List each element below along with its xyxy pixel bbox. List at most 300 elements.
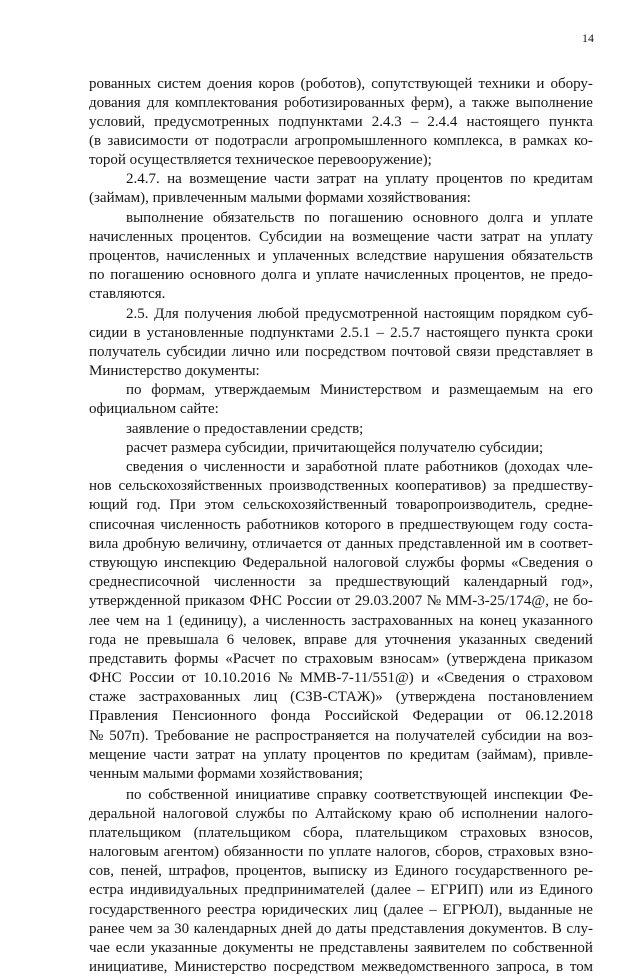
word: налоговой <box>333 555 399 571</box>
word: субсидии <box>481 728 541 744</box>
word: инициативе <box>235 787 310 803</box>
word: любой <box>257 306 300 322</box>
word: не <box>299 940 314 956</box>
word: Федерации <box>412 708 484 724</box>
word: об <box>439 806 455 822</box>
word: величину, <box>184 536 248 552</box>
word: не <box>234 728 250 744</box>
word: запроса, <box>496 959 550 975</box>
word: справку <box>316 787 368 803</box>
word: зависимости <box>107 133 189 149</box>
word: процентов <box>436 171 503 187</box>
word: 2.4.3 <box>371 114 402 130</box>
word: распространяется <box>255 728 370 744</box>
word: средне- <box>545 497 593 513</box>
word: и <box>291 459 300 475</box>
word: (далее <box>383 902 424 918</box>
word: рамках <box>522 133 568 149</box>
word: кооперативов) <box>395 478 487 494</box>
word: дробную <box>123 536 181 552</box>
word: вправе <box>303 632 347 648</box>
word: указанных <box>459 632 527 648</box>
word: подпунктами <box>249 325 335 341</box>
word: выписку <box>312 863 368 879</box>
word: кредитам <box>409 747 470 763</box>
word: предусмотренных <box>154 114 270 130</box>
text-line <box>89 669 593 687</box>
word: товаропроизводитель, <box>395 497 537 513</box>
text-line <box>89 132 593 150</box>
text-line <box>89 862 593 880</box>
word: по <box>281 651 298 667</box>
word: (далее <box>370 882 411 898</box>
word: мещение <box>89 747 147 763</box>
word: взносов, <box>539 825 593 841</box>
word: о <box>189 459 198 475</box>
word: инспекцию <box>164 555 236 571</box>
word: пеней, <box>120 863 162 879</box>
word: вследствие <box>356 248 427 264</box>
word: комплекса, <box>433 133 503 149</box>
word: по <box>387 747 403 763</box>
word: формы <box>174 651 219 667</box>
word: плательщиком <box>355 825 448 841</box>
word: процентов, <box>454 267 525 283</box>
word: процентов, <box>235 863 307 879</box>
word: взно- <box>559 844 593 860</box>
word: ЕГРИП) <box>430 882 484 898</box>
word: за <box>493 478 506 494</box>
word: представлены <box>319 940 409 956</box>
word: на <box>329 229 345 245</box>
word: государственного <box>89 902 202 918</box>
word: работников <box>425 459 499 475</box>
word: представленной <box>398 536 501 552</box>
word: уплату <box>385 171 429 187</box>
word: по <box>126 382 142 398</box>
word: 2.4.7. <box>126 171 160 187</box>
word: сроки <box>555 325 593 341</box>
word: 2.5.1 <box>340 325 371 341</box>
word: а <box>459 95 466 111</box>
text-line <box>89 650 593 668</box>
text-line <box>89 843 593 861</box>
word: по <box>126 787 142 803</box>
text-line <box>89 324 593 342</box>
text-line <box>89 266 593 284</box>
word: от <box>336 593 351 609</box>
word: долга <box>488 210 524 226</box>
word: утверждаемым <box>214 382 311 398</box>
word: года <box>89 632 117 648</box>
word: производственных <box>269 478 389 494</box>
word: застрахованных <box>138 689 241 705</box>
word: техники <box>478 76 531 92</box>
word: или <box>275 344 300 360</box>
word: долга <box>261 267 297 283</box>
word: страховом <box>527 670 593 686</box>
word: на <box>145 613 160 629</box>
word: на <box>548 382 564 398</box>
word: Фе- <box>569 787 593 803</box>
word: обору- <box>550 76 593 92</box>
word: 6 <box>226 632 235 648</box>
word: субсидии <box>166 344 227 360</box>
word: штрафов, <box>168 863 230 879</box>
word: год», <box>561 574 593 590</box>
word: по <box>510 171 526 187</box>
word: налоговой <box>162 806 229 822</box>
word: пункта <box>548 114 593 130</box>
word: соста- <box>553 517 593 533</box>
word: году <box>519 517 548 533</box>
word: соответствующей <box>374 787 488 803</box>
word: порядком <box>500 306 561 322</box>
word: ММ-3-25/174@, <box>445 593 549 609</box>
word: настоящим <box>423 306 495 322</box>
word: лиц <box>353 902 378 918</box>
word: настоящего <box>466 114 540 130</box>
word: подотрасли <box>214 133 289 149</box>
word: Требование <box>154 728 229 744</box>
word: уточнения <box>384 632 452 648</box>
word: 1 <box>165 613 174 629</box>
word: в <box>133 325 141 341</box>
word: формы <box>460 555 505 571</box>
word: сборов, <box>435 844 483 860</box>
word: утвержденной <box>89 593 181 609</box>
word: предшествующий <box>335 574 450 590</box>
word: получателей <box>395 728 476 744</box>
word: на <box>363 171 379 187</box>
word: на <box>459 613 474 629</box>
word: погашению <box>329 210 404 226</box>
word: представления <box>370 921 465 937</box>
word: сбора, <box>303 825 344 841</box>
word: условий, <box>89 114 146 130</box>
word: указанного <box>522 613 593 629</box>
word: страховым <box>304 651 374 667</box>
word: на <box>546 728 562 744</box>
word: год. <box>136 497 161 513</box>
word: (плательщиком <box>193 825 291 841</box>
word: сельскохозяйственных <box>118 478 263 494</box>
word: службы <box>405 555 455 571</box>
word: численности <box>203 459 286 475</box>
word: 06.12.2018 <box>525 708 593 724</box>
word: дней <box>281 921 312 937</box>
word: формам, <box>151 382 205 398</box>
word: по <box>304 210 320 226</box>
text-line <box>89 75 593 93</box>
word: численность <box>265 613 346 629</box>
word: собственной <box>148 787 229 803</box>
word: плательщиком <box>89 825 182 841</box>
word: чле- <box>566 459 593 475</box>
word: Министерство <box>174 959 267 975</box>
word: по <box>89 267 105 283</box>
word: начисленных <box>166 248 251 264</box>
text-line <box>89 901 593 919</box>
word: от <box>327 536 341 552</box>
word: Федеральной <box>242 555 327 571</box>
word: затрат <box>480 229 520 245</box>
word: из <box>519 882 534 898</box>
word: в <box>386 517 394 533</box>
word: обязательств <box>511 248 593 264</box>
text-line: торой осуществляется техническое перевооружение); <box>89 152 432 168</box>
word: основного <box>412 210 479 226</box>
word: документы <box>223 940 294 956</box>
text-line <box>89 247 593 265</box>
word: процентов, <box>89 248 160 264</box>
word: человек, <box>242 632 296 648</box>
text-line: ченным малыми формами хозяйствования; <box>89 766 364 782</box>
word: подпунктами <box>278 114 363 130</box>
paragraph-first-line: заявление о предоставлении средств; <box>126 421 364 437</box>
word: собственной <box>512 940 593 956</box>
word: настоящего <box>426 325 500 341</box>
word: выполнение <box>126 210 204 226</box>
word: данных <box>345 536 394 552</box>
word: до <box>316 921 332 937</box>
word: в <box>527 536 535 552</box>
word: агропромышленного <box>294 133 427 149</box>
word: ко- <box>573 133 593 149</box>
word: предшеству- <box>512 478 593 494</box>
word: части <box>437 229 473 245</box>
text-line <box>89 516 593 534</box>
word: в <box>556 959 564 975</box>
word: плате <box>383 459 419 475</box>
word: систем <box>157 76 202 92</box>
word: численности <box>213 574 296 590</box>
word: ре- <box>573 863 593 879</box>
word: среднесписочной <box>89 574 200 590</box>
word: инициативе, <box>89 959 168 975</box>
text-line <box>89 535 593 553</box>
word: агентом) <box>163 844 220 860</box>
word: лиц <box>253 689 278 705</box>
word: за <box>157 921 170 937</box>
word: (в <box>89 133 102 149</box>
word: деральной <box>89 806 156 822</box>
word: уплату <box>263 747 307 763</box>
word: конец <box>479 613 517 629</box>
word: посредством <box>273 959 355 975</box>
word: получатель <box>89 344 161 360</box>
word: в <box>509 133 517 149</box>
word: уплату <box>549 229 593 245</box>
word: части <box>273 171 310 187</box>
word: и <box>421 670 430 686</box>
word: от <box>497 708 512 724</box>
word: слу- <box>566 921 593 937</box>
word: также <box>471 95 510 111</box>
word: суб- <box>566 306 593 322</box>
word: им <box>505 536 524 552</box>
word: даты <box>335 921 367 937</box>
word: обязательств <box>212 210 295 226</box>
word: приказом <box>184 593 245 609</box>
word: стаже <box>89 689 126 705</box>
word: застрахованных <box>351 613 454 629</box>
word: документов. <box>469 921 548 937</box>
word: – <box>429 902 437 918</box>
word: привле- <box>543 747 593 763</box>
word: страховых <box>460 825 527 841</box>
word: его <box>573 382 593 398</box>
word: а <box>252 613 260 629</box>
word: налоговым <box>89 844 159 860</box>
word: юридических <box>261 902 349 918</box>
word: государственного <box>454 863 568 879</box>
text-line <box>89 573 593 591</box>
word: которого <box>325 517 381 533</box>
word: процентов. <box>180 229 252 245</box>
paragraph-first-line <box>126 305 593 323</box>
word: сведений <box>534 632 593 648</box>
word: естра <box>89 882 124 898</box>
word: № <box>426 593 442 609</box>
word: чем <box>128 921 153 937</box>
word: ферм), <box>410 95 453 111</box>
word: вила <box>89 536 119 552</box>
word: «Расчет <box>225 651 275 667</box>
word: предусмотренной <box>304 306 419 322</box>
word: на <box>527 229 543 245</box>
paragraph-first-line: расчет размера субсидии, причитающейся получателю субсидии; <box>126 440 544 456</box>
word: выданные <box>508 902 573 918</box>
word: получения <box>184 306 252 322</box>
word: (утверждена <box>446 651 527 667</box>
word: том <box>569 959 593 975</box>
word: службы <box>235 806 285 822</box>
word: – <box>376 325 384 341</box>
word: «Сведения <box>510 555 580 571</box>
text-line <box>89 113 593 131</box>
word: на <box>167 171 182 187</box>
word: «Сведения <box>436 670 505 686</box>
word: предпринимателей <box>244 882 365 898</box>
word: в <box>585 344 593 360</box>
word: рованных <box>89 76 152 92</box>
text-line <box>89 958 593 976</box>
text-line <box>89 939 593 957</box>
word: заработной <box>305 459 378 475</box>
text-line <box>89 496 593 514</box>
word: налогов, <box>376 844 431 860</box>
word: на <box>375 728 390 744</box>
word: представляет <box>496 344 581 360</box>
word: Для <box>154 306 179 322</box>
text-line: Министерство документы: <box>89 363 260 379</box>
word: уплаченных <box>272 248 350 264</box>
word: если <box>115 940 145 956</box>
word: начисленных <box>364 267 449 283</box>
word: из <box>373 863 388 879</box>
word: обязанности <box>223 844 304 860</box>
word: России <box>129 670 175 686</box>
word: комплектования <box>175 95 278 111</box>
word: 29.03.2007 <box>354 593 423 609</box>
word: погашению <box>110 267 185 283</box>
word: по <box>292 806 308 822</box>
word: Алтайскому <box>314 806 392 822</box>
text-line <box>89 746 593 764</box>
word: чем <box>115 613 140 629</box>
word: – <box>417 882 425 898</box>
word: взносам» <box>380 651 440 667</box>
text-line: (займам), привлеченным малыми формами хозяйствования: <box>89 190 471 206</box>
word: В <box>551 921 562 937</box>
word: о <box>585 555 593 571</box>
word: № <box>277 670 293 686</box>
text-line <box>89 477 593 495</box>
text-line <box>89 707 593 725</box>
word: предшествующем <box>399 517 514 533</box>
word: постановлением <box>488 689 593 705</box>
word: ФНС <box>249 593 283 609</box>
text-line <box>89 228 593 246</box>
word: сопутствующей <box>371 76 473 92</box>
word: бо- <box>572 593 593 609</box>
word: установленные <box>146 325 244 341</box>
word: налого- <box>544 806 593 822</box>
word: (утверждена <box>395 689 476 705</box>
word: роботизированных <box>284 95 405 111</box>
word: возмещение <box>189 171 267 187</box>
word: Российской <box>324 708 399 724</box>
word: № <box>89 728 104 744</box>
word: (доходах <box>504 459 560 475</box>
page-number: 14 <box>582 31 594 45</box>
paragraph-first-line <box>126 209 593 227</box>
word: о <box>512 670 520 686</box>
word: сов, <box>89 863 114 879</box>
text-line <box>89 94 593 112</box>
word: – <box>410 114 419 130</box>
word: от <box>181 670 196 686</box>
word: 10.10.2016 <box>203 670 271 686</box>
word: Единого <box>394 863 449 879</box>
word: размещаемым <box>449 382 539 398</box>
word: части <box>153 747 189 763</box>
text-line <box>89 688 593 706</box>
word: календарных <box>193 921 278 937</box>
word: связи <box>456 344 491 360</box>
word: представить <box>89 651 168 667</box>
word: и <box>536 76 545 92</box>
word: возмещение <box>352 229 430 245</box>
text-line <box>89 881 593 899</box>
word: предо- <box>550 267 593 283</box>
text-line: официальном сайте: <box>89 401 219 417</box>
text-line <box>89 824 593 842</box>
word: Правления <box>89 708 158 724</box>
word: и <box>302 267 311 283</box>
word: уплате <box>316 267 359 283</box>
paragraph-first-line <box>126 381 593 399</box>
word: воз- <box>567 728 593 744</box>
word: начисленных <box>89 229 174 245</box>
word: При <box>169 497 196 513</box>
word: Субсидии <box>259 229 322 245</box>
word: чае <box>89 940 110 956</box>
word: процентов <box>313 747 381 763</box>
word: календарный <box>463 574 548 590</box>
word: и <box>257 248 266 264</box>
